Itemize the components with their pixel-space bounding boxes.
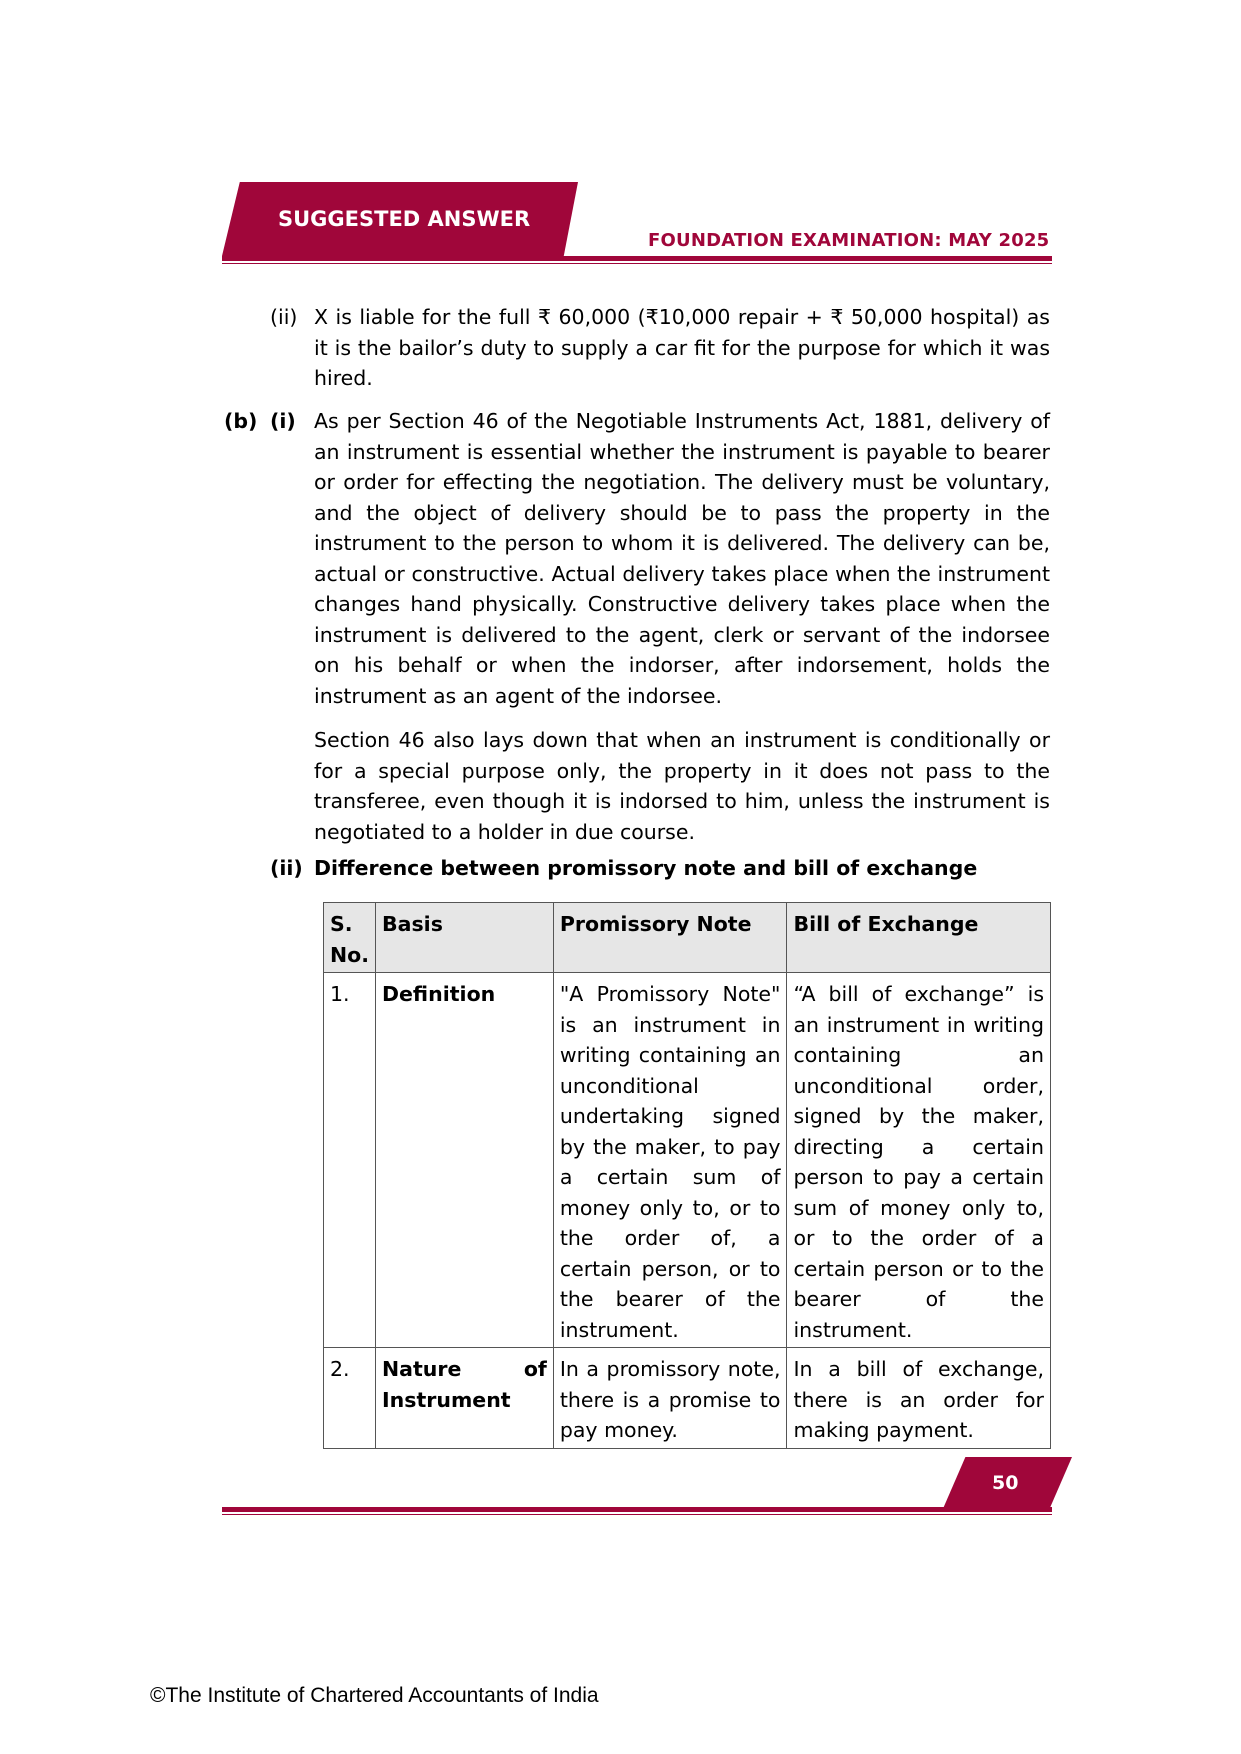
a-ii-label: (ii): [270, 305, 298, 329]
row-sno: 2.: [324, 1348, 376, 1449]
table-row: [324, 1348, 1051, 1449]
b-i-paragraph-1: As per Section 46 of the Negotiable Instruments Act, 1881, delivery of an instrument is essential whether the instrument is payable to bearer or order for effecting the negotiation. The delivery must be voluntary, and the object of delivery should be to pass the property in the instrument to the person to whom it is delivered. The delivery can be, actual or constructive. Actual delivery takes place when the instrument changes hand physically. Constructive delivery takes place when the instrument is delivered to the agent, clerk or servant of the indorsee on his behalf or when the indorser, after indorsement, holds the instrument as an agent of the indorsee.: [314, 409, 1050, 708]
header-rule-thin: [222, 263, 1052, 264]
header-bill-of-exchange: Bill of Exchange: [787, 903, 1051, 973]
row-sno: 1.: [324, 973, 376, 1348]
footer-rule: [222, 1507, 1052, 1512]
b-ii-heading: Difference between promissory note and bill of exchange: [314, 856, 978, 880]
page-number: 50: [992, 1472, 1019, 1494]
row-bill: In a bill of exchange, there is an order for making payment.: [787, 1348, 1051, 1449]
table-header-row: [324, 903, 1051, 973]
footer-rule-thin: [222, 1514, 1052, 1515]
b-i-label: (i): [270, 409, 296, 433]
header-promissory-note: Promissory Note: [553, 903, 787, 973]
row-promissory: "A Promissory Note" is an instrument in writing containing an unconditional undertaking signed by the maker, to pay a certain sum of money only to, or to the order of, a certain person, or to the bearer of the instrument.: [553, 973, 787, 1348]
row-basis: Nature of Instrument: [376, 1348, 554, 1449]
header-basis: Basis: [376, 903, 554, 973]
table-row: [324, 973, 1051, 1348]
header-rule: [222, 256, 1052, 261]
comparison-table: [323, 902, 1051, 1449]
b-part-label: (b): [224, 409, 258, 433]
copyright-footer: ©The Institute of Chartered Accountants of India: [150, 1684, 599, 1707]
header-sno: S. No.: [324, 903, 376, 973]
b-ii-label: (ii): [270, 856, 303, 880]
a-ii-text: X is liable for the full ₹ 60,000 (₹10,000 repair + ₹ 50,000 hospital) as it is the bailor’s duty to supply a car fit for the purpose for which it was hired.: [314, 305, 1050, 390]
b-i-paragraph-2: Section 46 also lays down that when an instrument is conditionally or for a special purpose only, the property in it does not pass to the transferee, even though it is indorsed to him, unless the instrument is negotiated to a holder in due course.: [314, 728, 1050, 844]
row-bill: “A bill of exchange” is an instrument in writing containing an unconditional order, signed by the maker, directing a certain person to pay a certain sum of money only to, or to the order of a certain person or to the bearer of the instrument.: [787, 973, 1051, 1348]
exam-title: FOUNDATION EXAMINATION: MAY 2025: [648, 230, 1050, 251]
row-promissory: In a promissory note, there is a promise to pay money.: [553, 1348, 787, 1449]
row-basis: Definition: [376, 973, 554, 1348]
banner-label: SUGGESTED ANSWER: [278, 207, 531, 231]
